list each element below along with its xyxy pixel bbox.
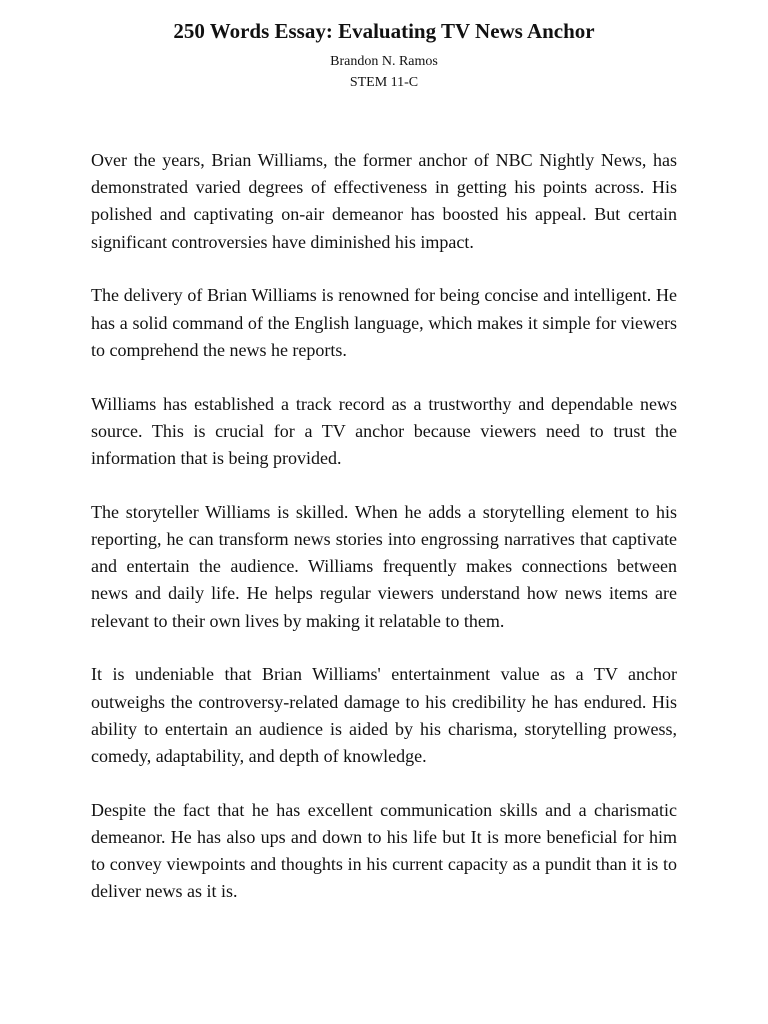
essay-title: 250 Words Essay: Evaluating TV News Anchor [173,19,595,43]
paragraph-5: It is undeniable that Brian Williams' entertainment value as a TV anchor outweighs the controversy-related damage to his credibility he has endured. His ability to entertain an audience is aided by his charisma, storytelling prowess, comedy, adaptability, and depth of knowledge. [91,664,677,767]
paragraph-1: Over the years, Brian Williams, the former anchor of NBC Nightly News, has demonstrated varied degrees of effectiveness in getting his points across. His polished and captivating on-air demeanor has boosted his appeal. But certain significant controversies have diminished his impact. [91,150,677,252]
paragraph-3: Williams has established a track record as a trustworthy and dependable news source. This is crucial for a TV anchor because viewers need to trust the information that is being provided. [91,393,677,469]
essay-body [91,147,677,906]
author-name: Brandon N. Ramos [330,54,438,69]
paragraph-2: The delivery of Brian Williams is renowned for being concise and intelligent. He has a solid command of the English language, which makes it simple for viewers to comprehend the news he reports. [91,285,677,360]
paragraph-6: Despite the fact that he has excellent communication skills and a charismatic demeanor. He has also ups and down to his life but It is more beneficial for him to convey viewpoints and thoughts in his current capacity as a pundit than it is to deliver news as it is. [91,799,677,902]
class-section: STEM 11-C [349,75,419,90]
paragraph-4: The storyteller Williams is skilled. When he adds a storytelling element to his reporting, he can transform news stories into engrossing narratives that captivate and entertain the audience. Williams frequently makes connections between news and daily life. He helps regular viewers understand how news items are relevant to their own lives by making it relatable to them. [91,501,677,631]
byline [0,51,768,93]
